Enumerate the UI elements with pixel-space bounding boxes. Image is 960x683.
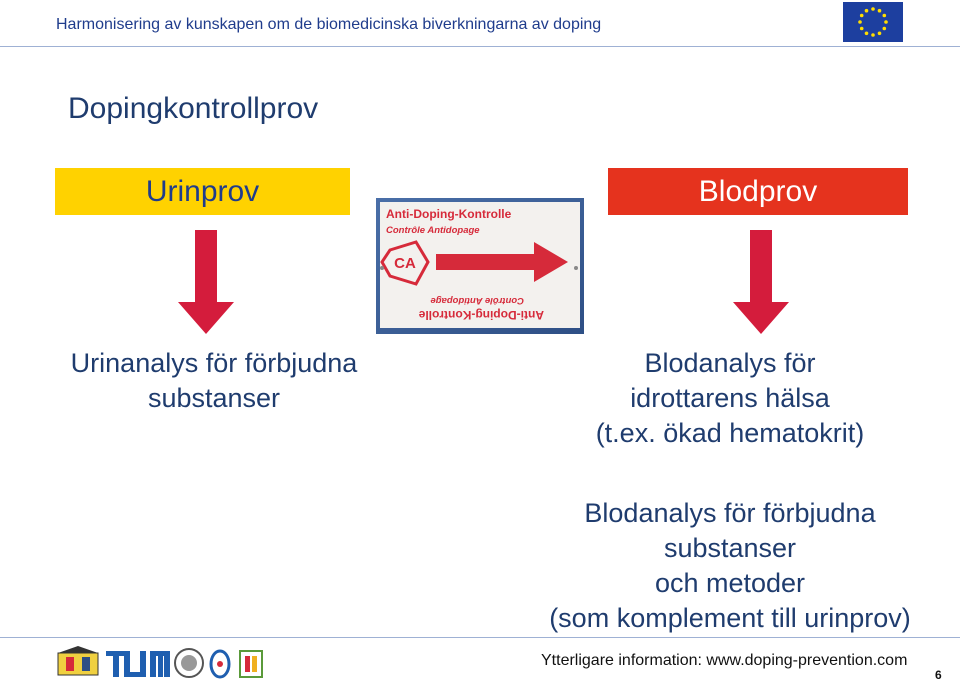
text-line: och metoder <box>654 568 806 598</box>
blood-analysis-prohibited-text <box>520 496 940 636</box>
footer-info: Ytterligare information: www.doping-prevention.com <box>541 652 908 669</box>
seal-logo-icon <box>175 649 203 677</box>
eu-flag-icon <box>843 2 903 42</box>
crest-logo-icon <box>58 646 98 675</box>
sign-line1: Anti-Doping-Kontrolle <box>386 207 512 221</box>
anti-doping-sign-image <box>376 198 584 334</box>
urine-analysis-text <box>55 346 373 416</box>
oval-logo-icon <box>211 651 229 677</box>
urine-sample-box: Urinprov <box>55 168 350 215</box>
text-line: Urinanalys för förbjudna <box>70 348 358 378</box>
header-divider <box>0 46 960 47</box>
header-title: Harmonisering av kunskapen om de biomedicinska biverkningarna av doping <box>56 16 602 33</box>
slide-title: Dopingkontrollprov <box>68 92 319 125</box>
sign-badge: CA <box>394 255 416 272</box>
arrow-down-icon <box>733 230 789 334</box>
page-number: 6 <box>935 668 942 682</box>
text-line: (som komplement till urinprov) <box>549 603 911 633</box>
arrow-down-icon <box>178 230 234 334</box>
tum-logo-icon <box>106 651 170 677</box>
text-line: idrottarens hälsa <box>630 383 830 413</box>
square-logo-icon <box>240 651 262 677</box>
text-line: (t.ex. ökad hematokrit) <box>595 418 865 448</box>
text-line: substanser <box>147 383 281 413</box>
text-line: Blodanalys för förbjudna <box>584 498 876 528</box>
blood-analysis-text <box>570 346 890 451</box>
partner-logos <box>56 645 276 681</box>
footer-divider <box>0 637 960 638</box>
sign-line2: Contrôle Antidopage <box>430 295 524 306</box>
blood-sample-box: Blodprov <box>608 168 908 215</box>
text-line: Blodanalys för <box>644 348 816 378</box>
text-line: substanser <box>663 533 797 563</box>
sign-line2: Contrôle Antidopage <box>386 225 480 236</box>
sign-line1: Anti-Doping-Kontrolle <box>418 308 544 322</box>
